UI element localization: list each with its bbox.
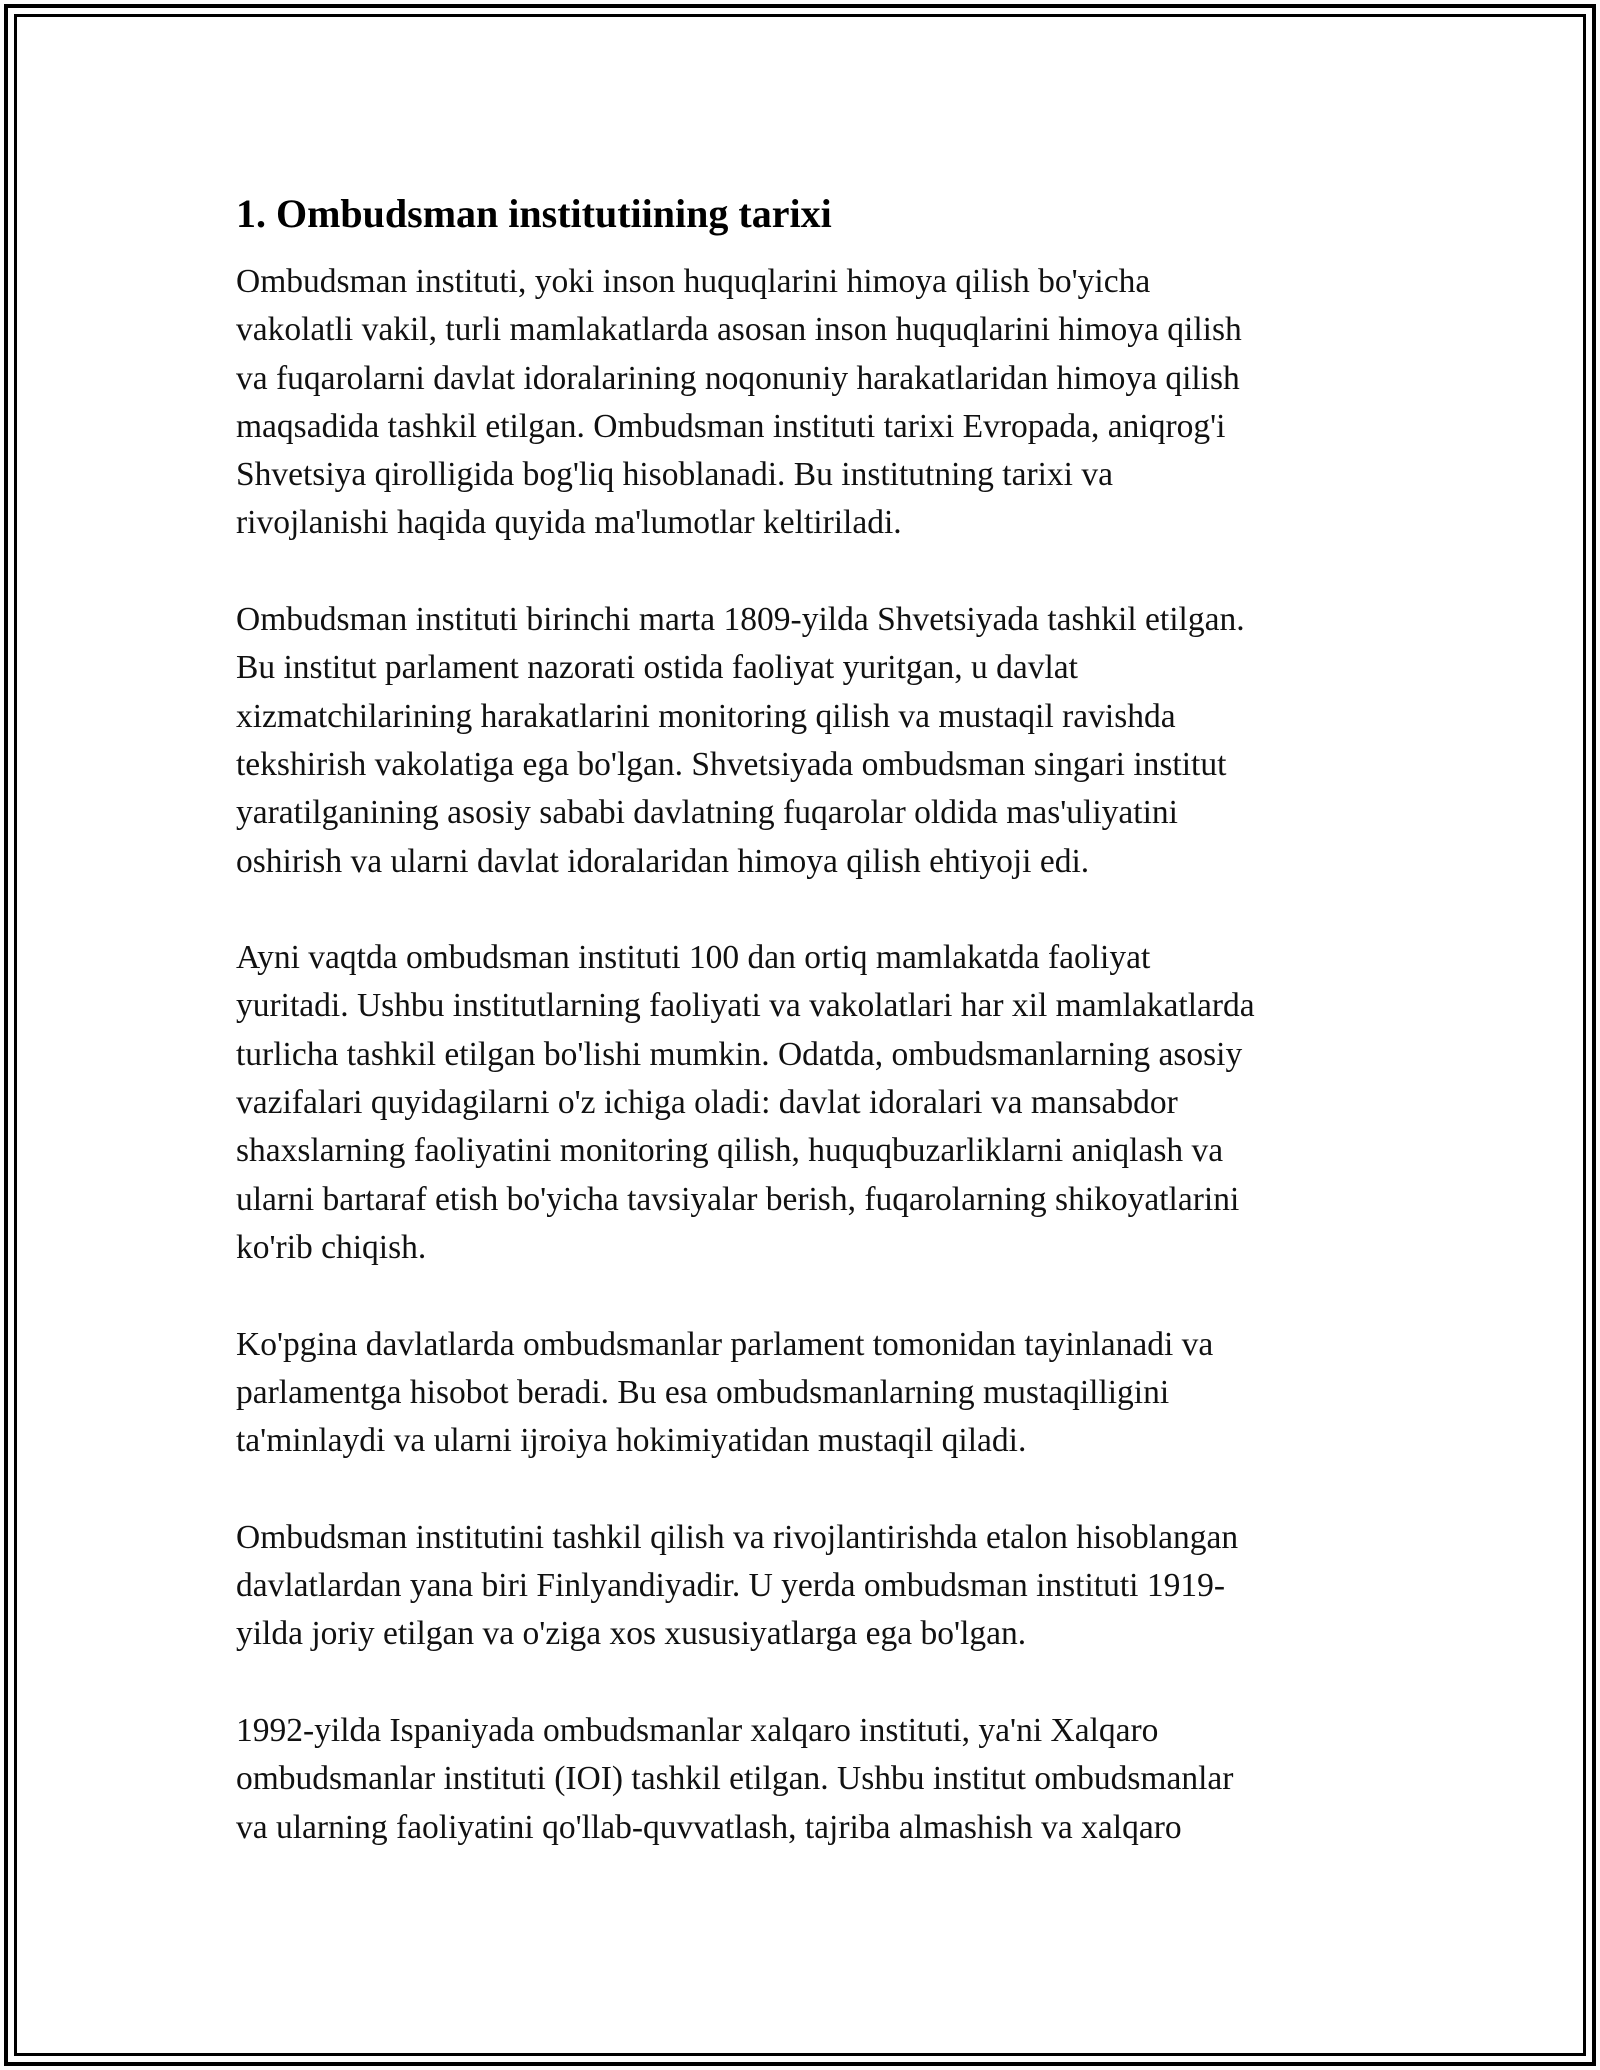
text-line: yuritadi. Ushbu institutlarning faoliyati va vakolatlari har xil mamlakatlarda — [236, 987, 1255, 1025]
text-line: Ombudsman institutini tashkil qilish va rivojlantirishda etalon hisoblangan — [236, 1518, 1239, 1556]
text-line: parlamentga hisobot beradi. Bu esa ombudsmanlarning mustaqilligini — [236, 1373, 1170, 1411]
text-line: Bu institut parlament nazorati ostida faoliyat yuritgan, u davlat — [236, 649, 1078, 687]
text-line: Ko'pgina davlatlarda ombudsmanlar parlament tomonidan tayinlanadi va — [236, 1325, 1214, 1363]
text-line: 1992-yilda Ispaniyada ombudsmanlar xalqaro instituti, ya'ni Xalqaro — [236, 1711, 1159, 1749]
page-title: 1. Ombudsman institutiining tarixi — [236, 191, 832, 236]
paragraph — [236, 596, 1366, 886]
text-line: ularni bartaraf etish bo'yicha tavsiyalar berish, fuqarolarning shikoyatlarini — [236, 1180, 1240, 1218]
text-line: xizmatchilarining harakatlarini monitoring qilish va mustaqil ravishda — [236, 697, 1176, 735]
document-body — [236, 186, 1366, 1900]
text-line: yilda joriy etilgan va o'ziga xos xususiyatlarga ega bo'lgan. — [236, 1615, 1027, 1653]
paragraph — [236, 1707, 1366, 1852]
text-line: Ayni vaqtda ombudsman instituti 100 dan ortiq mamlakatda faoliyat — [236, 939, 1151, 977]
text-line: va fuqarolarni davlat idoralarining noqonuniy harakatlaridan himoya qilish — [236, 359, 1240, 397]
text-line: vakolatli vakil, turli mamlakatlarda asosan inson huquqlarini himoya qilish — [236, 311, 1242, 349]
paragraph — [236, 258, 1366, 548]
text-line: va ularning faoliyatini qo'llab-quvvatlash, tajriba almashish va xalqaro — [236, 1808, 1182, 1846]
text-line: ombudsmanlar instituti (IOI) tashkil etilgan. Ushbu institut ombudsmanlar — [236, 1760, 1234, 1798]
text-line: yaratilganining asosiy sababi davlatning fuqarolar oldida mas'uliyatini — [236, 794, 1178, 832]
paragraph — [236, 1321, 1366, 1466]
text-line: Ombudsman instituti birinchi marta 1809-yilda Shvetsiyada tashkil etilgan. — [236, 601, 1245, 639]
text-line: turlicha tashkil etilgan bo'lishi mumkin. Odatda, ombudsmanlarning asosiy — [236, 1035, 1243, 1073]
text-line: tekshirish vakolatiga ega bo'lgan. Shvetsiyada ombudsman singari institut — [236, 745, 1227, 783]
text-line: oshirish va ularni davlat idoralaridan himoya qilish ehtiyoji edi. — [236, 842, 1090, 880]
text-line: vazifalari quyidagilarni o'z ichiga oladi: davlat idoralari va mansabdor — [236, 1084, 1178, 1122]
text-line: rivojlanishi haqida quyida ma'lumotlar keltiriladi. — [236, 504, 902, 542]
paragraph — [236, 1514, 1366, 1659]
text-line: ta'minlaydi va ularni ijroiya hokimiyatidan mustaqil qiladi. — [236, 1422, 1027, 1460]
text-line: shaxslarning faoliyatini monitoring qilish, huquqbuzarliklarni aniqlash va — [236, 1132, 1224, 1170]
text-line: Ombudsman instituti, yoki inson huquqlarini himoya qilish bo'yicha — [236, 263, 1151, 300]
text-line: maqsadida tashkil etilgan. Ombudsman instituti tarixi Evropada, aniqrog'i — [236, 407, 1226, 445]
paragraph — [236, 934, 1366, 1272]
text-line: Shvetsiya qirolligida bog'liq hisoblanadi. Bu institutning tarixi va — [236, 456, 1113, 494]
text-line: davlatlardan yana biri Finlyandiyadir. U yerda ombudsman instituti 1919- — [236, 1567, 1225, 1605]
text-line: ko'rib chiqish. — [236, 1228, 427, 1266]
